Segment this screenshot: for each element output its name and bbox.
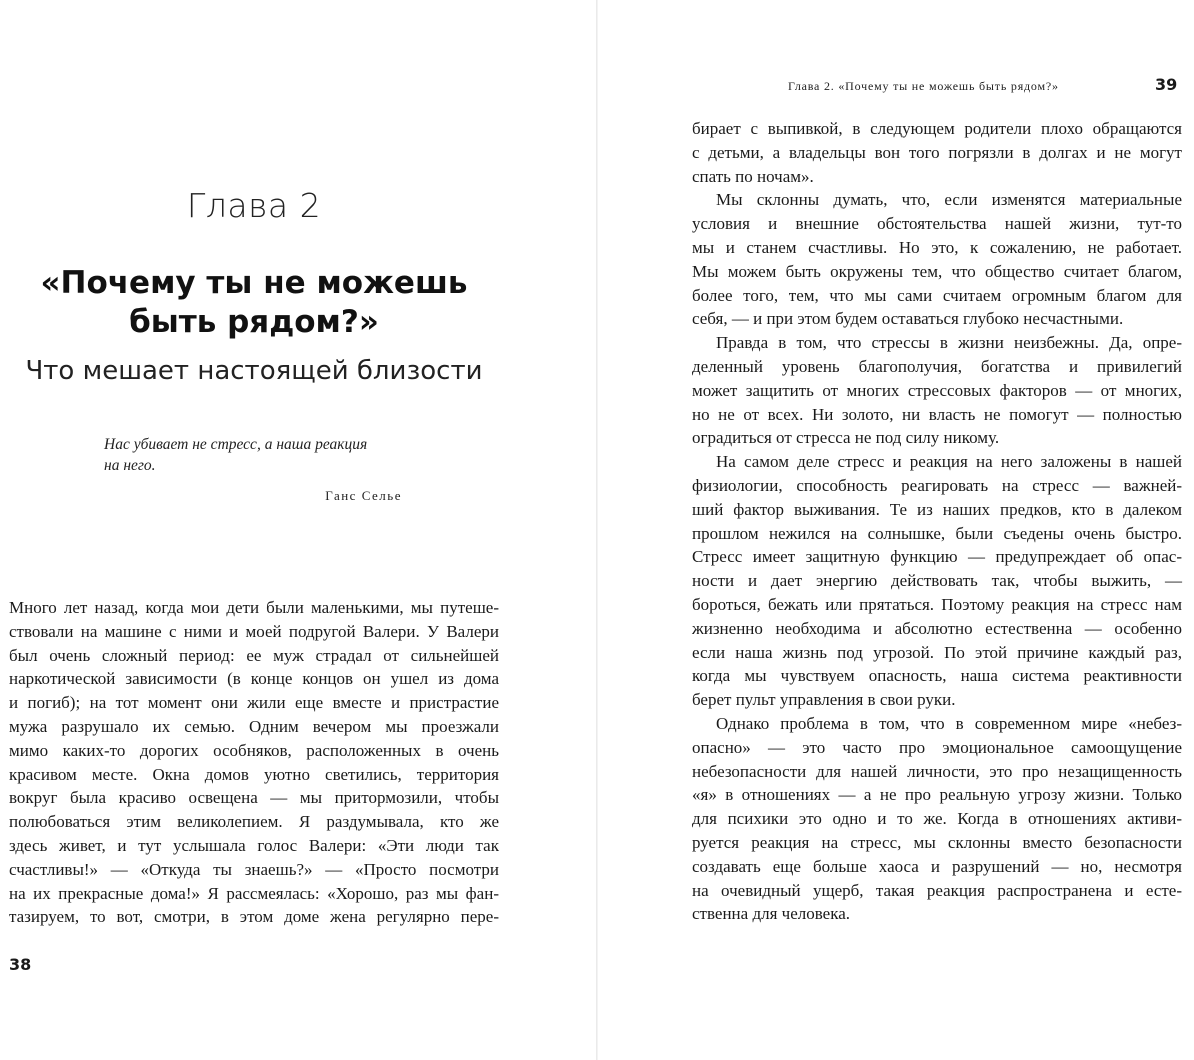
epigraph-author: Ганс Селье bbox=[325, 488, 402, 503]
text-line: прошлом нежился на солнышке, были съедены очень быстро. bbox=[692, 523, 1182, 543]
text-line: бирает с выпивкой, в следующем родители плохо обращаются bbox=[692, 119, 1182, 138]
text-line: когда мы чувствуем опасность, наша система реактивности bbox=[692, 666, 1182, 686]
text-line: берет пульт управления в свои руки. bbox=[692, 690, 956, 710]
text-line: более того, тем, что мы сами считаем огромным благом для bbox=[692, 285, 1182, 305]
chapter-subtitle: Что мешает настоящей близости bbox=[25, 356, 483, 386]
text-line: ствовали на машине с ними и моей подругой Валери. У Валери bbox=[9, 621, 499, 641]
left-page bbox=[0, 0, 596, 1060]
chapter-title-line: «Почему ты не можешь bbox=[40, 265, 468, 301]
chapter-title bbox=[0, 264, 508, 342]
text-line: Стресс имеет защитную функцию — предупреждает об опас- bbox=[692, 547, 1182, 567]
chapter-label: Глава 2 bbox=[186, 186, 322, 225]
right-body-text bbox=[692, 117, 1182, 926]
page-number: 38 bbox=[9, 955, 32, 974]
text-line: жизненно необходима и абсолютно естественна — особенно bbox=[692, 618, 1182, 638]
text-line: может защитить от многих стрессовых факторов — от многих, bbox=[692, 380, 1182, 400]
text-line: тазируем, то вот, смотри, в этом доме жена регулярно пере- bbox=[9, 907, 499, 927]
text-line: наркотической зависимости (в конце концов он ушел из дома bbox=[9, 669, 499, 689]
text-line: с детьми, а владельцы вон того погрязли в долгах и не могут bbox=[692, 142, 1182, 162]
running-head: Глава 2. «Почему ты не можешь быть рядом?» bbox=[788, 79, 1059, 93]
epigraph bbox=[104, 434, 404, 476]
text-line: Много лет назад, когда мои дети были маленькими, мы путеше- bbox=[9, 598, 499, 617]
text-line: мы и станем счастливы. Но это, к сожалению, не работает. bbox=[692, 237, 1182, 257]
epigraph-line: на него. bbox=[104, 457, 156, 474]
text-line: условия и внешние обстоятельства нашей жизни, тут-то bbox=[692, 214, 1182, 234]
text-line: ший фактор выживания. Те из наших предков, кто в далеком bbox=[692, 499, 1182, 519]
text-line: здесь живет, и тут услышала голос Валери: «Эти люди так bbox=[9, 835, 499, 855]
text-line: деленный уровень благополучия, богатства и привилегий bbox=[692, 356, 1182, 376]
text-line: небезопасности для нашей личности, это про незащищенность bbox=[692, 761, 1182, 781]
right-page bbox=[598, 0, 1194, 1060]
text-line: и погиб); на тот момент они жили еще вместе и пристрастие bbox=[9, 693, 499, 713]
text-line: если наша жизнь под угрозой. По этой причине каждый раз, bbox=[692, 642, 1182, 662]
text-line: Мы можем быть окружены тем, что общество считает благом, bbox=[692, 261, 1182, 281]
text-line: на их прекрасные дома!» Я рассмеялась: «Хорошо, раз мы фан- bbox=[9, 883, 499, 903]
text-line: себя, — и при этом будем оставаться глубоко несчастными. bbox=[692, 309, 1124, 329]
chapter-title-line: быть рядом?» bbox=[129, 304, 379, 340]
text-line: вокруг была красиво освещена — мы притормозили, чтобы bbox=[9, 788, 499, 808]
text-line: руется реакция на стресс, мы склонны вместо безопасности bbox=[692, 832, 1182, 852]
text-line: был очень сложный период: ее муж страдал от сильнейшей bbox=[9, 645, 499, 665]
text-line: «я» в отношениях — а не про реальную угрозу жизни. Только bbox=[692, 785, 1182, 805]
text-line: мимо каких-то дорогих особняков, расположенных в очень bbox=[9, 740, 499, 760]
text-line: создавать еще больше хаоса и разрушений — но, несмотря bbox=[692, 856, 1182, 876]
text-line: ственна для человека. bbox=[692, 904, 850, 924]
text-line: мужа разрушало их семью. Одним вечером мы проезжали bbox=[9, 716, 499, 736]
text-line: оградиться от стресса не под силу никому. bbox=[692, 428, 1000, 448]
text-line: для психики это одно и то же. Когда в отношениях активи- bbox=[692, 809, 1182, 829]
text-line: но не от всех. Ни золото, ни власть не помогут — полностью bbox=[692, 404, 1182, 424]
text-line: ности и дает энергию действовать так, чтобы выжить, — bbox=[692, 571, 1182, 591]
text-line: Однако проблема в том, что в современном мире «небез- bbox=[716, 713, 1182, 733]
epigraph-line: Нас убивает не стресс, а наша реакция bbox=[104, 436, 368, 453]
text-line: на очевидный ущерб, такая реакция распространена и есте- bbox=[692, 880, 1182, 900]
left-body-text bbox=[9, 596, 499, 929]
text-line: опасно» — это часто про эмоциональное самоощущение bbox=[692, 737, 1182, 757]
text-line: физиологии, способность реагировать на стресс — важней- bbox=[692, 475, 1182, 495]
text-line: бороться, бежать или прятаться. Поэтому реакция на стресс нам bbox=[692, 594, 1182, 614]
text-line: Мы склонны думать, что, если изменятся материальные bbox=[716, 190, 1182, 210]
text-line: спать по ночам». bbox=[692, 166, 814, 186]
text-line: красивом месте. Окна домов уютно светились, территория bbox=[9, 764, 499, 784]
text-line: На самом деле стресс и реакция на него заложены в нашей bbox=[716, 452, 1182, 472]
text-line: счастливы!» — «Откуда ты знаешь?» — «Просто посмотри bbox=[9, 859, 499, 879]
text-line: полюбоваться этим великолепием. Я раздумывала, кто же bbox=[9, 812, 499, 832]
page-number: 39 bbox=[1155, 75, 1178, 94]
text-line: Правда в том, что стрессы в жизни неизбежны. Да, опре- bbox=[716, 333, 1182, 353]
